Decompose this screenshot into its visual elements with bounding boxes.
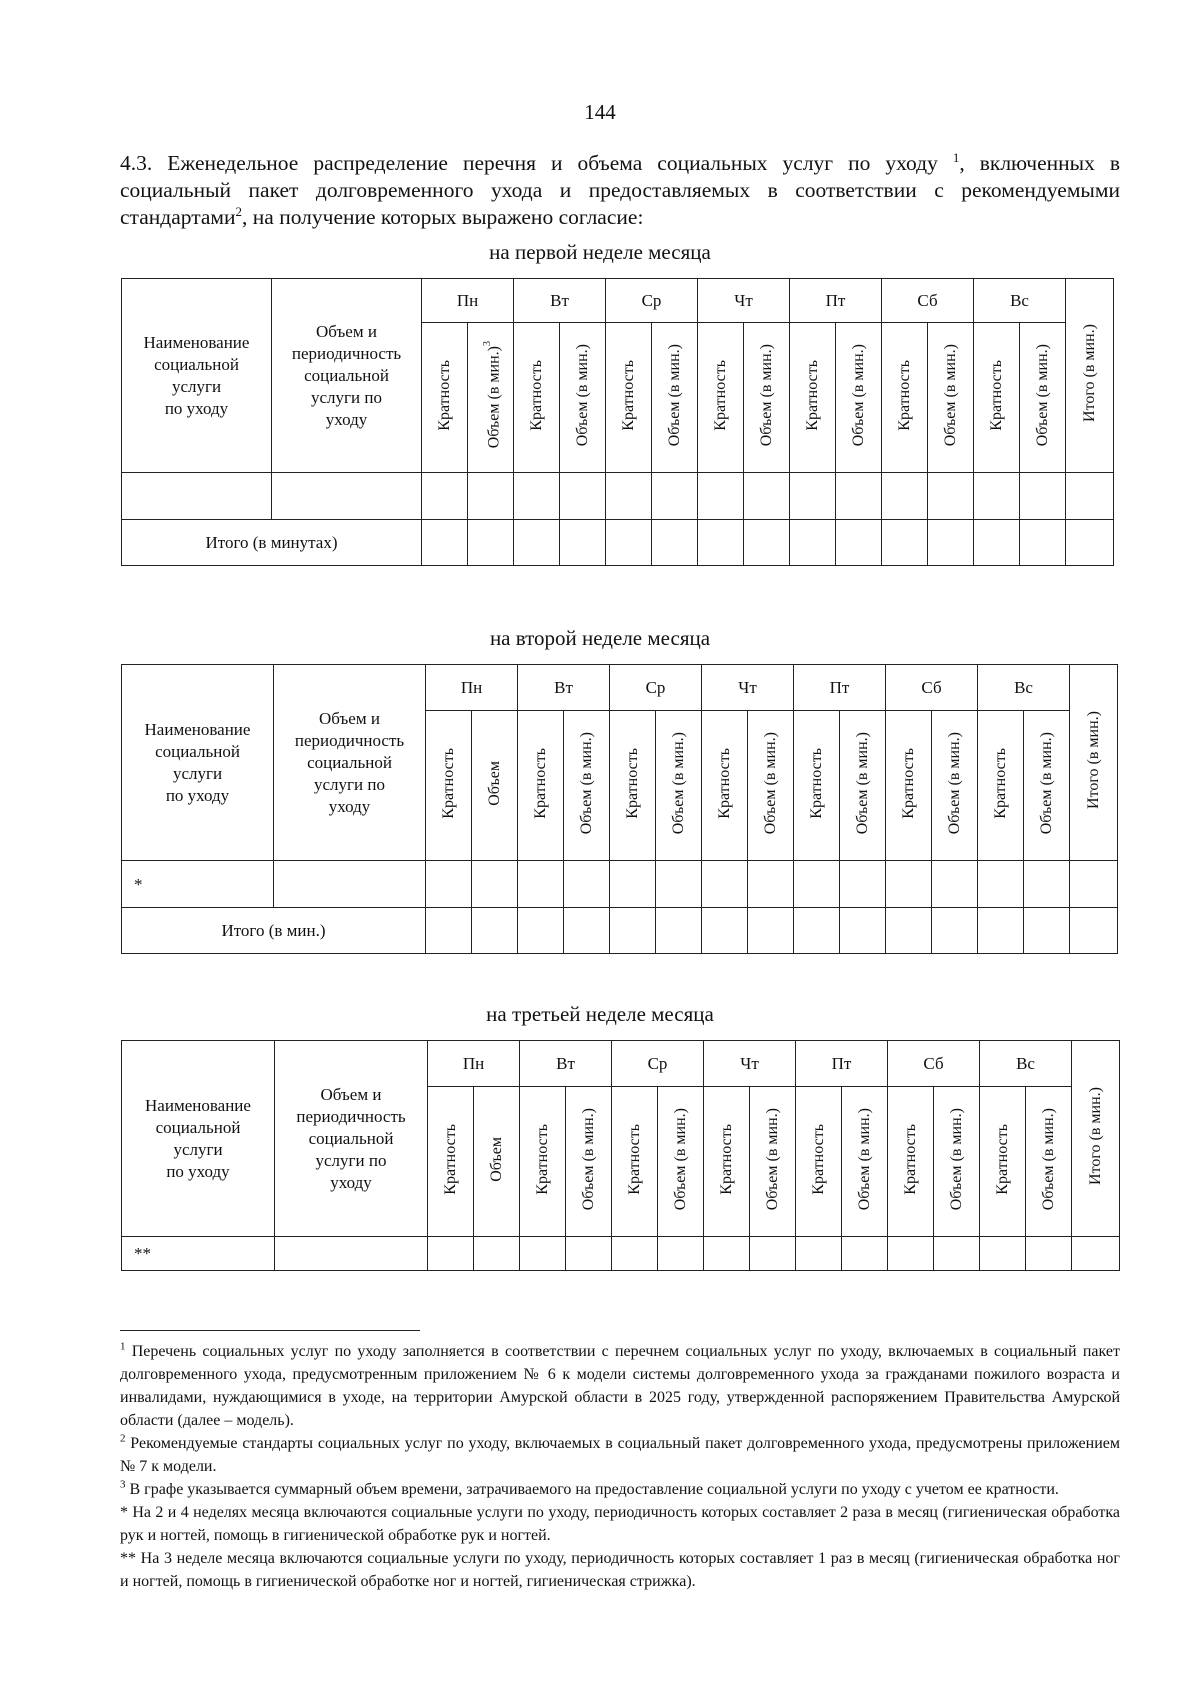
- frequency-header-text: Кратность: [440, 747, 457, 819]
- volume-header: [932, 711, 978, 861]
- volume-periodicity-header: [275, 1041, 428, 1237]
- day-header: Ср: [606, 279, 698, 323]
- footnote-3: [120, 1478, 1120, 1501]
- volume-header: [656, 711, 702, 861]
- volume-footnote-ref: 3: [481, 341, 493, 347]
- frequency-header-text: Кратность: [442, 1123, 459, 1195]
- header-row-days: [122, 279, 1114, 323]
- volume-header: [744, 323, 790, 473]
- total-cell[interactable]: [606, 520, 652, 566]
- day-header: Сб: [886, 665, 978, 711]
- total-cell[interactable]: [422, 520, 468, 566]
- volume-header-text: Объем (в мин.): [670, 731, 687, 835]
- data-cell[interactable]: [748, 861, 794, 908]
- total-cell[interactable]: [468, 520, 514, 566]
- volume-periodicity-header: [272, 279, 422, 473]
- frequency-header-text: Кратность: [528, 359, 545, 431]
- data-cell[interactable]: [612, 1237, 658, 1271]
- volume-periodicity-header-text: Объем и периодичность социальной услуги по уходу: [296, 1084, 406, 1192]
- volume-header-label: Объем: [488, 1136, 505, 1182]
- total-minutes-header: [1066, 279, 1114, 473]
- day-header: Ср: [612, 1041, 704, 1087]
- total-minutes-header: [1070, 665, 1118, 861]
- service-name-header: [122, 279, 272, 473]
- footnote-1: [120, 1340, 1120, 1432]
- volume-header: [840, 711, 886, 861]
- day-header: Чт: [698, 279, 790, 323]
- footnote-text: В графе указывается суммарный объем времени, затрачиваемого на предоставление социальной услуги по уходу с учетом ее кратности.: [125, 1481, 1059, 1498]
- total-cell[interactable]: [886, 908, 932, 954]
- volume-header: [560, 323, 606, 473]
- frequency-header: [612, 1087, 658, 1237]
- total-cell[interactable]: [794, 908, 840, 954]
- data-cell[interactable]: [606, 473, 652, 520]
- total-cell[interactable]: [744, 520, 790, 566]
- header-row-days: [122, 1041, 1120, 1087]
- volume-header-text: Объем (в мин.): [578, 731, 595, 835]
- day-header: Вс: [980, 1041, 1072, 1087]
- volume-header-text: Объем (в мин.): [948, 1107, 966, 1211]
- data-cell[interactable]: [652, 473, 698, 520]
- volume-header-text: Объем (в мин.): [762, 731, 779, 835]
- day-header: Вт: [518, 665, 610, 711]
- day-header: Пт: [794, 665, 886, 711]
- frequency-header-text: Кратность: [988, 359, 1006, 431]
- total-cell[interactable]: [882, 520, 928, 566]
- total-row-label: Итого (в минутах): [122, 520, 422, 566]
- total-cell[interactable]: [1020, 520, 1066, 566]
- week-table: [121, 278, 1114, 566]
- frequency-header: [704, 1087, 750, 1237]
- total-cell[interactable]: [932, 908, 978, 954]
- week-table: [121, 1040, 1120, 1271]
- volume-header: [1024, 711, 1070, 861]
- day-header: Вт: [514, 279, 606, 323]
- frequency-header: [422, 323, 468, 473]
- day-header: Ср: [610, 665, 702, 711]
- volume-header-text: Объем (в мин.): [574, 343, 591, 447]
- total-cell[interactable]: [974, 520, 1020, 566]
- data-cell[interactable]: [934, 1237, 980, 1271]
- total-cell[interactable]: [560, 520, 606, 566]
- volume-header-text: Объем (в мин.): [758, 343, 775, 447]
- service-name-cell[interactable]: [122, 473, 272, 520]
- volume-header-text: Объем (в мин.): [856, 1107, 874, 1211]
- total-cell[interactable]: [652, 520, 698, 566]
- data-cell[interactable]: [1020, 473, 1066, 520]
- volume-header: [842, 1087, 888, 1237]
- frequency-header-text: Кратность: [712, 359, 729, 431]
- total-minutes-header: [1072, 1041, 1120, 1237]
- volume-header-text: Объем (в мин.): [1040, 1107, 1058, 1211]
- total-cell[interactable]: [702, 908, 748, 954]
- data-cell[interactable]: [888, 1237, 934, 1271]
- data-cell[interactable]: [428, 1237, 474, 1271]
- total-cell[interactable]: [1024, 908, 1070, 954]
- total-row: [122, 520, 1114, 566]
- volume-header-text: Объем (в мин.): [666, 343, 683, 447]
- frequency-header-text: Кратность: [900, 747, 918, 819]
- data-cell[interactable]: [840, 861, 886, 908]
- footnote-double-star: [120, 1547, 1120, 1593]
- service-data-row: [122, 473, 1114, 520]
- data-cell[interactable]: [520, 1237, 566, 1271]
- volume-header-text: Объем (в мин.): [850, 343, 868, 447]
- data-cell[interactable]: [610, 861, 656, 908]
- total-cell[interactable]: [656, 908, 702, 954]
- volume-periodicity-header: [274, 665, 426, 861]
- volume-header-text: Объем (в мин.): [854, 731, 872, 835]
- week-table: [121, 664, 1118, 954]
- volume-header: [934, 1087, 980, 1237]
- frequency-header-text: Кратность: [620, 359, 637, 431]
- volume-periodicity-header-text: Объем и периодичность социальной услуги по уходу: [291, 321, 402, 429]
- frequency-header: [980, 1087, 1026, 1237]
- volume-header-text: Объем (в мин.): [942, 343, 960, 447]
- volume-header: [468, 323, 514, 473]
- total-cell[interactable]: [1066, 520, 1114, 566]
- data-cell[interactable]: [272, 473, 422, 520]
- volume-header-label: Объем: [486, 760, 503, 806]
- data-cell[interactable]: [842, 1237, 888, 1271]
- total-minutes-header-text: Итого (в мин.): [1081, 324, 1099, 422]
- frequency-header-text: Кратность: [902, 1123, 920, 1195]
- total-cell[interactable]: [514, 520, 560, 566]
- total-minutes-header-text: Итого (в мин.): [1087, 1087, 1105, 1185]
- day-header: Чт: [702, 665, 794, 711]
- service-data-row: [122, 861, 1118, 908]
- volume-header-text: Объем (в мин.): [946, 731, 964, 835]
- week-caption: на первой неделе месяца: [489, 240, 711, 264]
- service-name-header-text: Наименование социальной услуги по уходу: [143, 332, 250, 418]
- footnote-star: [120, 1501, 1120, 1547]
- data-cell[interactable]: [980, 1237, 1026, 1271]
- frequency-header: [886, 711, 932, 861]
- total-cell[interactable]: [840, 908, 886, 954]
- volume-header-label: Объем (в мин.): [485, 346, 503, 449]
- data-cell[interactable]: [514, 473, 560, 520]
- footnote-text: Рекомендуемые стандарты социальных услуг по уходу, включаемых в социальный пакет долговременного ухода, предусмотрены приложением № 7 к модели.: [120, 1435, 1120, 1475]
- heading-text-1: 4.3. Еженедельное распределение перечня и объема социальных услуг по уходу: [120, 151, 953, 175]
- total-row: [122, 908, 1118, 954]
- data-cell[interactable]: [702, 861, 748, 908]
- frequency-header: [790, 323, 836, 473]
- frequency-header: [888, 1087, 934, 1237]
- total-cell[interactable]: [836, 520, 882, 566]
- volume-header: [652, 323, 698, 473]
- data-cell[interactable]: [744, 473, 790, 520]
- frequency-header-text: Кратность: [810, 1123, 828, 1195]
- heading-text-3: , на получение которых выражено согласие:: [242, 205, 644, 229]
- data-cell[interactable]: [1026, 1237, 1072, 1271]
- service-name-header: [122, 665, 274, 861]
- header-row-days: [122, 665, 1118, 711]
- day-header: Чт: [704, 1041, 796, 1087]
- volume-header-text: [477, 341, 504, 448]
- data-cell[interactable]: [564, 861, 610, 908]
- day-header: Вс: [974, 279, 1066, 323]
- frequency-header-text: Кратность: [532, 747, 549, 819]
- total-cell[interactable]: [928, 520, 974, 566]
- data-cell[interactable]: [1066, 473, 1114, 520]
- data-cell[interactable]: [1072, 1237, 1120, 1271]
- data-cell[interactable]: [882, 473, 928, 520]
- footnote-text: * На 2 и 4 неделях месяца включаются социальные услуги по уходу, периодичность которых составляет 2 раза в месяц (гигиеническая обработка рук и ногтей, помощь в гигиенической обработке рук и ногтей.: [120, 1504, 1120, 1544]
- frequency-header-text: Кратность: [626, 1123, 643, 1195]
- page-number: 144: [584, 100, 616, 124]
- total-minutes-header-text: Итого (в мин.): [1085, 711, 1103, 809]
- heading-text-2: , включенных в социальный пакет долговременного ухода и предоставляемых в соответствии с рекомендуемыми стандартами: [120, 151, 1120, 229]
- frequency-header: [978, 711, 1024, 861]
- frequency-header-text: Кратность: [624, 747, 641, 819]
- total-cell[interactable]: [564, 908, 610, 954]
- footnote-text: ** На 3 неделе месяца включаются социальные услуги по уходу, периодичность которых составляет 1 раз в месяц (гигиеническая обработка ног и ногтей, помощь в гигиенической обработке ног и ногтей, гигиеническая стрижка).: [120, 1550, 1120, 1590]
- volume-header: [472, 711, 518, 861]
- data-cell[interactable]: [790, 473, 836, 520]
- total-cell[interactable]: [698, 520, 744, 566]
- volume-header: [474, 1087, 520, 1237]
- section-heading: [120, 150, 1120, 231]
- data-cell[interactable]: [468, 473, 514, 520]
- data-cell[interactable]: [1070, 861, 1118, 908]
- data-cell[interactable]: [704, 1237, 750, 1271]
- data-cell[interactable]: [750, 1237, 796, 1271]
- week-caption: на второй неделе месяца: [489, 626, 711, 650]
- day-header: Пн: [428, 1041, 520, 1087]
- frequency-header: [974, 323, 1020, 473]
- volume-header: [836, 323, 882, 473]
- total-cell[interactable]: [426, 908, 472, 954]
- service-name-cell[interactable]: *: [122, 861, 274, 908]
- day-header: Пт: [796, 1041, 888, 1087]
- frequency-header: [606, 323, 652, 473]
- data-cell[interactable]: [836, 473, 882, 520]
- volume-periodicity-header-text: Объем и периодичность социальной услуги по уходу: [294, 708, 405, 816]
- day-header: Пн: [426, 665, 518, 711]
- volume-header-text: Объем (в мин.): [1038, 731, 1056, 835]
- data-cell[interactable]: [928, 473, 974, 520]
- footnotes: [120, 1340, 1120, 1593]
- data-cell[interactable]: [932, 861, 978, 908]
- total-row-label: Итого (в мин.): [122, 908, 426, 954]
- data-cell[interactable]: [974, 473, 1020, 520]
- frequency-header: [426, 711, 472, 861]
- total-cell[interactable]: [748, 908, 794, 954]
- data-cell[interactable]: [422, 473, 468, 520]
- data-cell[interactable]: [274, 861, 426, 908]
- frequency-header-text: Кратность: [534, 1123, 551, 1195]
- frequency-header-text: Кратность: [808, 747, 826, 819]
- data-cell[interactable]: [796, 1237, 842, 1271]
- volume-header-text: Объем (в мин.): [672, 1107, 689, 1211]
- day-header: Сб: [888, 1041, 980, 1087]
- frequency-header-text: Кратность: [718, 1123, 735, 1195]
- total-cell[interactable]: [978, 908, 1024, 954]
- data-cell[interactable]: [472, 861, 518, 908]
- frequency-header: [514, 323, 560, 473]
- frequency-header: [794, 711, 840, 861]
- day-header: Пн: [422, 279, 514, 323]
- frequency-header: [698, 323, 744, 473]
- service-name-cell[interactable]: **: [122, 1237, 275, 1271]
- volume-header-text: Объем (в мин.): [1034, 343, 1052, 447]
- volume-header: [750, 1087, 796, 1237]
- data-cell[interactable]: [426, 861, 472, 908]
- service-data-row: [122, 1237, 1120, 1271]
- total-cell[interactable]: [472, 908, 518, 954]
- heading-footnote-ref-2: 2: [235, 203, 243, 219]
- frequency-header: [518, 711, 564, 861]
- data-cell[interactable]: [275, 1237, 428, 1271]
- data-cell[interactable]: [656, 861, 702, 908]
- volume-header: [564, 711, 610, 861]
- data-cell[interactable]: [474, 1237, 520, 1271]
- frequency-header: [610, 711, 656, 861]
- volume-header: [1020, 323, 1066, 473]
- frequency-header-text: Кратность: [716, 747, 733, 819]
- volume-header: [658, 1087, 704, 1237]
- volume-header-text: Объем (в мин.): [580, 1107, 597, 1211]
- week-caption: на третьей неделе месяца: [486, 1002, 714, 1026]
- frequency-header-text: Кратность: [896, 359, 914, 431]
- day-header: Вт: [520, 1041, 612, 1087]
- frequency-header: [520, 1087, 566, 1237]
- total-cell[interactable]: [518, 908, 564, 954]
- day-header: Вс: [978, 665, 1070, 711]
- total-cell[interactable]: [610, 908, 656, 954]
- frequency-header: [428, 1087, 474, 1237]
- data-cell[interactable]: [560, 473, 606, 520]
- volume-header-text: [486, 1137, 507, 1182]
- volume-header-text: [484, 761, 505, 806]
- frequency-header-text: Кратность: [436, 359, 453, 431]
- frequency-header: [796, 1087, 842, 1237]
- footnote-mark: 2: [120, 1432, 126, 1445]
- footnote-2: [120, 1432, 1120, 1478]
- volume-header: [748, 711, 794, 861]
- footnote-mark: 1: [120, 1340, 126, 1353]
- data-cell[interactable]: [698, 473, 744, 520]
- data-cell[interactable]: [794, 861, 840, 908]
- frequency-header: [702, 711, 748, 861]
- total-cell[interactable]: [1070, 908, 1118, 954]
- service-name-header: [122, 1041, 275, 1237]
- service-name-header-text: Наименование социальной услуги по уходу: [145, 1095, 251, 1181]
- data-cell[interactable]: [658, 1237, 704, 1271]
- footnote-text: Перечень социальных услуг по уходу заполняется в соответствии с перечнем социальных услуг по уходу, включаемых в социальный пакет долговременного ухода, предусмотренным приложением № 6 к модели системы долговременного ухода за гражданами пожилого возраста и инвалидами, нуждающимися в уходе, на территории Амурской области в 2025 году, утвержденной распоряжением Правительства Амурской области (далее – модель).: [120, 1343, 1120, 1429]
- volume-header: [566, 1087, 612, 1237]
- service-name-header-text: Наименование социальной услуги по уходу: [144, 719, 251, 805]
- total-cell[interactable]: [790, 520, 836, 566]
- day-header: Сб: [882, 279, 974, 323]
- data-cell[interactable]: [518, 861, 564, 908]
- frequency-header: [882, 323, 928, 473]
- volume-header: [1026, 1087, 1072, 1237]
- volume-header-text: Объем (в мин.): [764, 1107, 781, 1211]
- heading-footnote-ref-1: 1: [952, 149, 960, 165]
- day-header: Пт: [790, 279, 882, 323]
- frequency-header-text: Кратность: [992, 747, 1010, 819]
- frequency-header-text: Кратность: [994, 1123, 1012, 1195]
- data-cell[interactable]: [886, 861, 932, 908]
- data-cell[interactable]: [1024, 861, 1070, 908]
- frequency-header-text: Кратность: [804, 359, 822, 431]
- data-cell[interactable]: [978, 861, 1024, 908]
- data-cell[interactable]: [566, 1237, 612, 1271]
- footnote-divider: [120, 1330, 420, 1331]
- volume-header: [928, 323, 974, 473]
- footnote-mark: 3: [120, 1478, 126, 1491]
